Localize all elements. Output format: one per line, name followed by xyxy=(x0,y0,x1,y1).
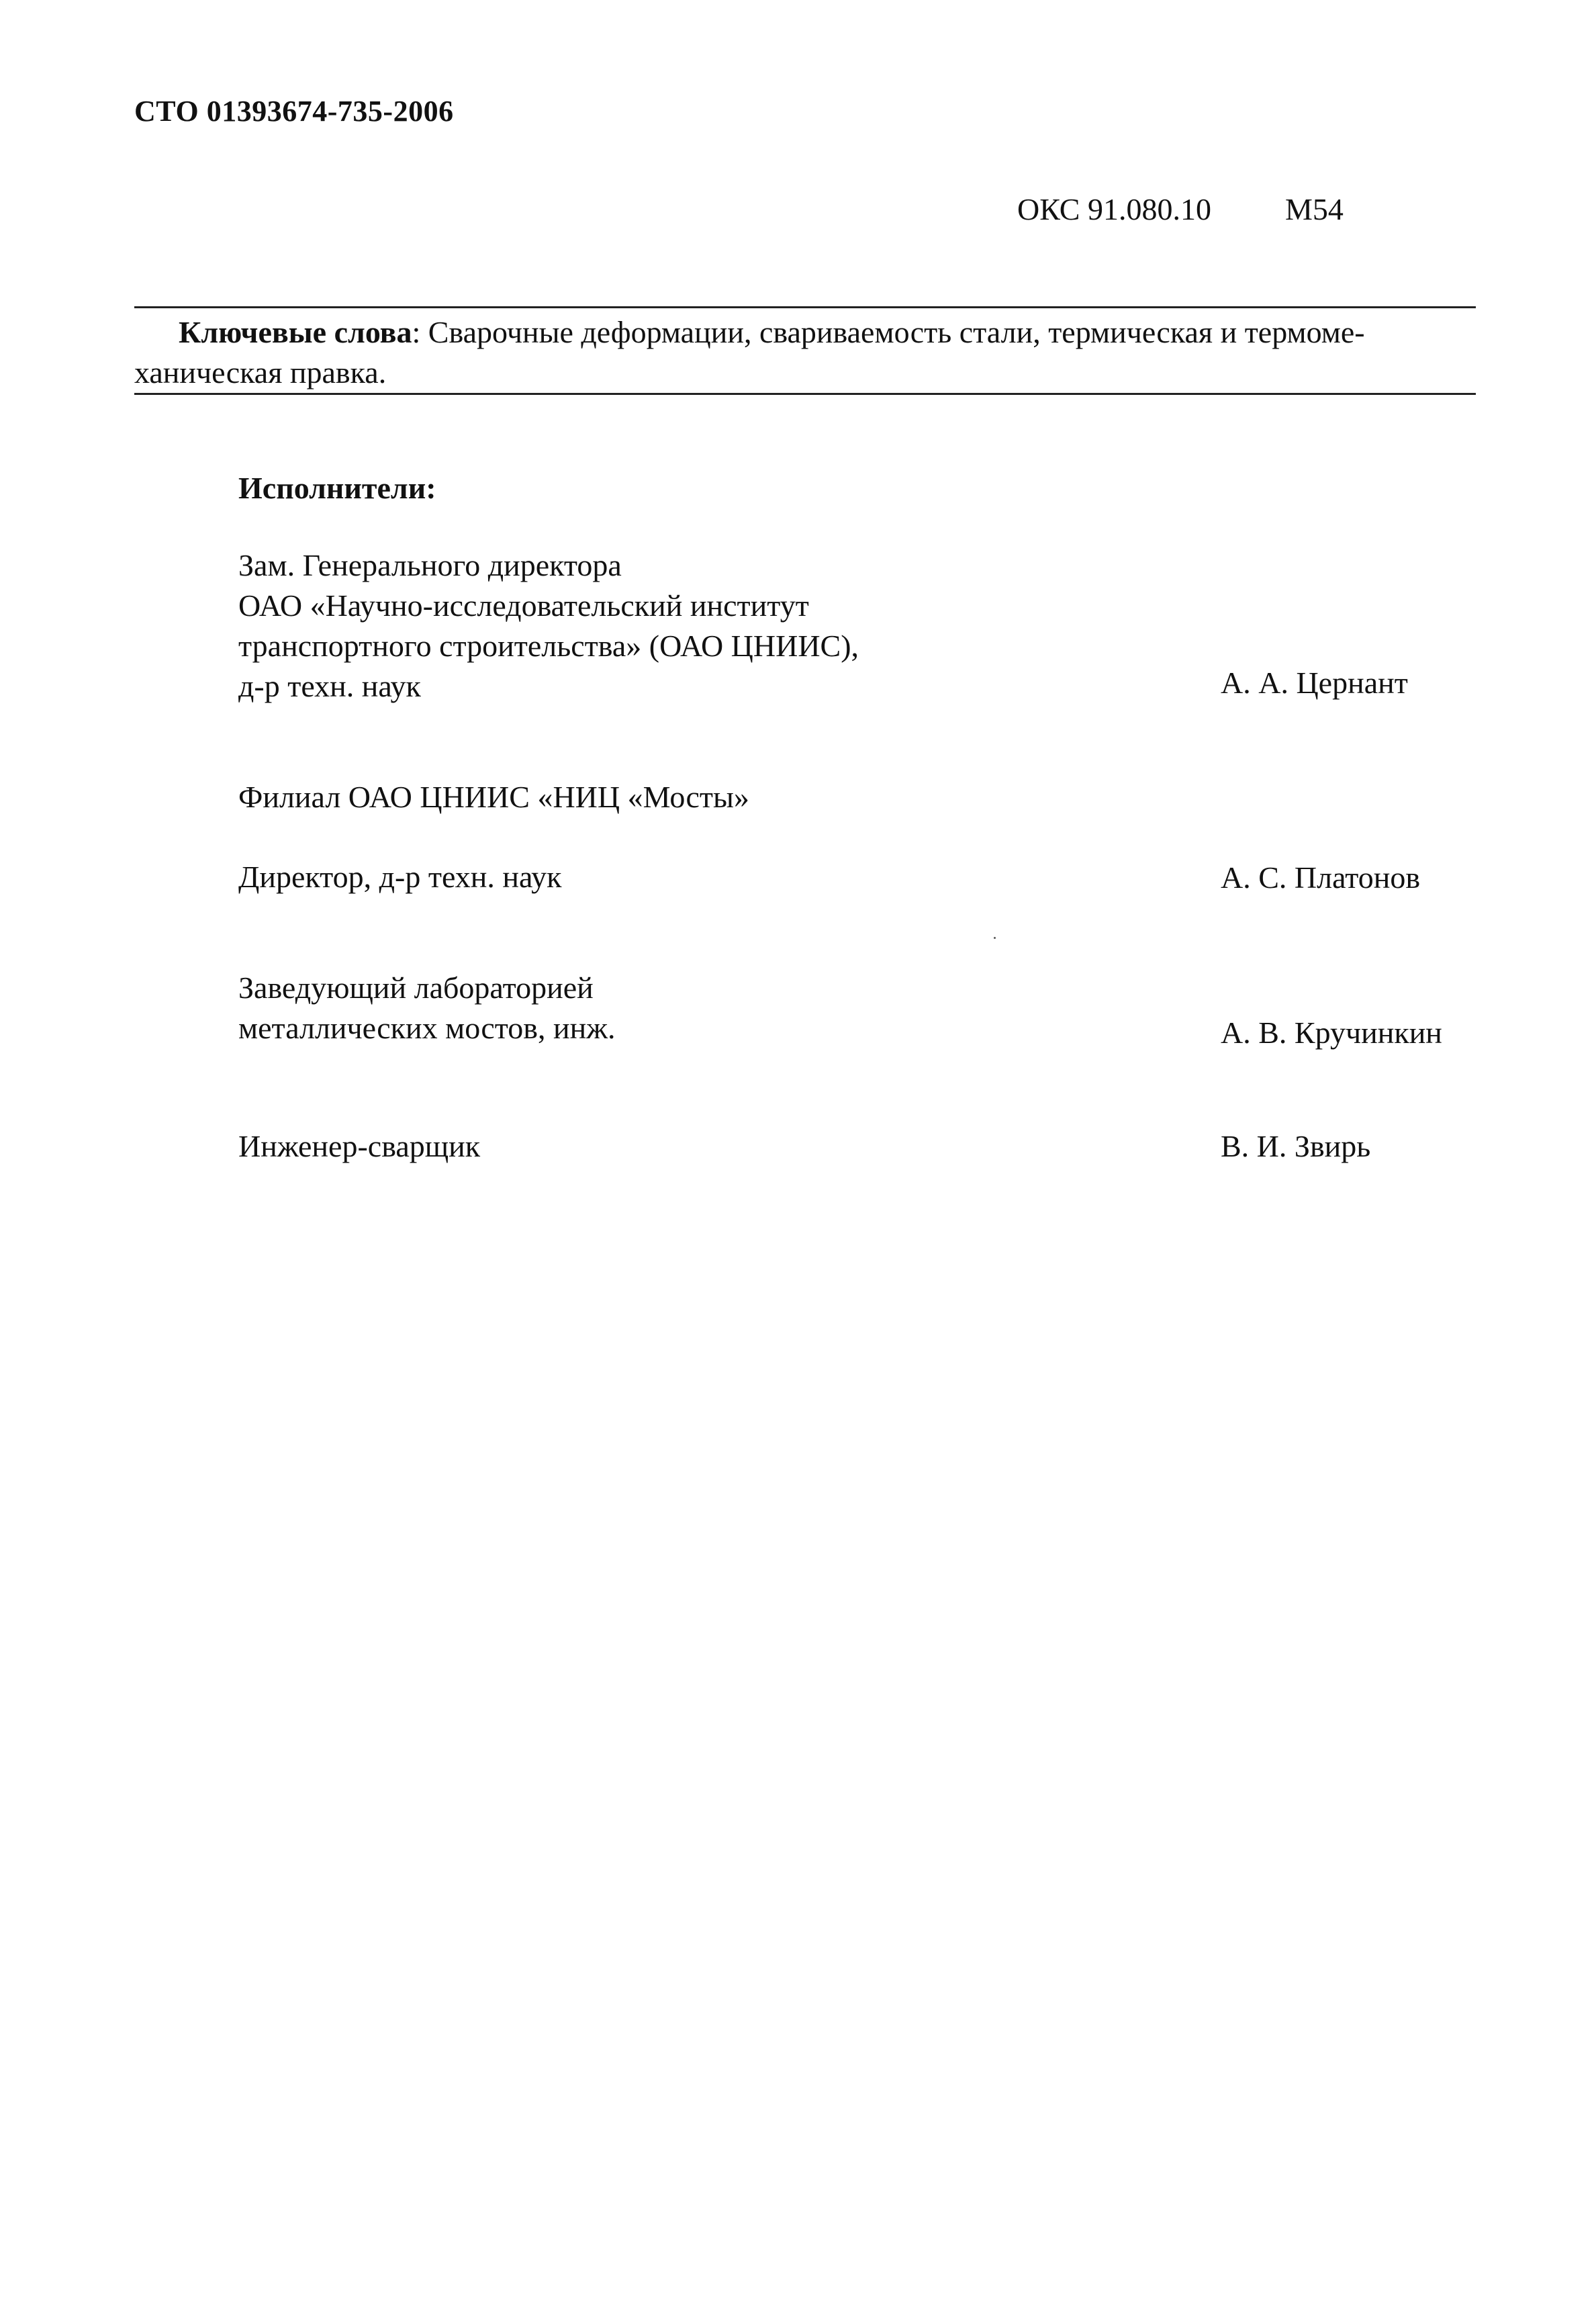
executor-4-name: В. И. Звирь xyxy=(1221,1129,1371,1163)
keywords-label: Ключевые слова xyxy=(179,315,412,349)
keywords-line-1 xyxy=(134,312,1477,353)
executor-1-line-4: д-р техн. наук xyxy=(238,669,421,703)
keywords-top-rule xyxy=(134,306,1476,308)
group-code: М54 xyxy=(1284,192,1344,226)
oks-code: ОКС 91.080.10 xyxy=(1017,192,1211,226)
document-code: СТО 01393674-735-2006 xyxy=(134,95,454,128)
executor-1-line-1: Зам. Генерального директора xyxy=(238,548,622,582)
classification-codes xyxy=(1017,191,1344,227)
executor-3-line-1: Заведующий лабораторией xyxy=(238,970,594,1005)
executor-2-line-1: Директор, д-р техн. наук xyxy=(238,860,562,894)
executor-2-name: А. С. Платонов xyxy=(1221,860,1421,895)
executor-1-name: А. А. Цернант xyxy=(1221,666,1408,700)
executors-title: Исполнители: xyxy=(238,471,436,505)
keywords-bottom-rule xyxy=(134,393,1476,395)
executor-1-position xyxy=(238,545,859,707)
keywords-line-2: ханическая правка. xyxy=(134,355,387,390)
keywords-block xyxy=(134,312,1477,393)
branch-line: Филиал ОАО ЦНИИС «НИЦ «Мосты» xyxy=(238,780,749,814)
branch-heading xyxy=(238,777,749,817)
executor-4-line-1: Инженер-сварщик xyxy=(238,1129,481,1163)
scan-speck xyxy=(994,937,996,939)
executor-2-position xyxy=(238,857,561,897)
keywords-text-1: : Сварочные деформации, свариваемость стали, термическая и термоме- xyxy=(412,315,1365,349)
executor-4-position xyxy=(238,1126,480,1167)
executor-3-line-2: металлических мостов, инж. xyxy=(238,1011,616,1045)
executor-3-position xyxy=(238,968,616,1048)
executor-1-line-3: транспортного строительства» (ОАО ЦНИИС), xyxy=(238,629,859,663)
executor-3-name: А. В. Кручинкин xyxy=(1221,1015,1442,1050)
executor-1-line-2: ОАО «Научно-исследовательский институт xyxy=(238,588,809,623)
